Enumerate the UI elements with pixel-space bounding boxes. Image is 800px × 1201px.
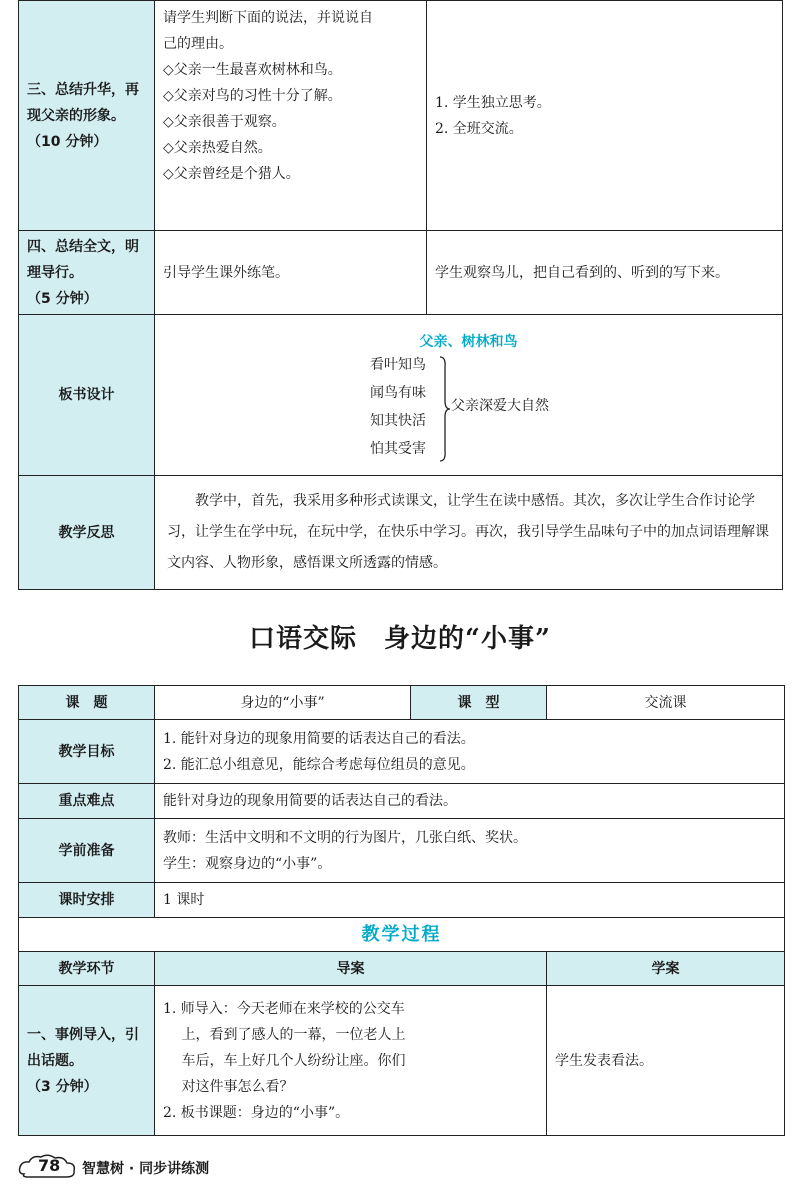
conclude-stage-label: 四、总结全文，明 理导行。 （5 分钟） [19, 231, 155, 315]
board-item: 闻鸟有味 [370, 385, 426, 401]
topic-value: 身边的“小事” [155, 686, 411, 720]
guide-line: 请学生判断下面的说法，并说说自 [163, 10, 373, 26]
guide-line: 己的理由。 [163, 36, 233, 52]
board-item: 知其快活 [370, 413, 426, 429]
row-process-title [19, 918, 785, 952]
summary-guide-cell [155, 1, 427, 231]
row-conclude [19, 231, 783, 315]
goal-label: 教学目标 [19, 720, 155, 784]
guide-line: 车后，车上好几个人纷纷让座。你们 [163, 1052, 406, 1069]
reflection-text: 教学中，首先，我采用多种形式读课文，让学生在读中感悟。其次，多次让学生合作讨论学习，让学生在学中玩，在玩中学，在快乐中学习。再次，我引导学生品味句子中的加点词语理解课文内容、人物形象，感悟课文所透露的情感。 [155, 476, 783, 590]
guide-line: ◇父亲对鸟的习性十分了解。 [163, 88, 342, 104]
reflection-label: 教学反思 [19, 476, 155, 590]
guide-line: ◇父亲很善于观察。 [163, 114, 286, 130]
col-guide-header: 导案 [155, 952, 547, 986]
page-number: 78 [38, 1156, 61, 1175]
study-line: 1. 学生独立思考。 [435, 94, 551, 111]
guide-line: ◇父亲曾经是个猎人。 [163, 166, 300, 182]
summary-study-cell [427, 1, 783, 231]
prep-cell [155, 819, 785, 883]
guide-line: ◇父亲热爱自然。 [163, 140, 272, 156]
type-value: 交流课 [547, 686, 785, 720]
page-footer [18, 1152, 318, 1182]
row-key-points [19, 784, 785, 819]
row-summary [19, 1, 783, 231]
guide-line: 2. 板书课题：身边的“小事”。 [163, 1104, 350, 1121]
brand-name: 智慧树 · 同步讲练测 [82, 1161, 210, 1177]
conclude-study-cell: 学生观察鸟儿，把自己看到的、听到的写下来。 [427, 231, 783, 315]
lesson-plan-table-continued [18, 0, 783, 590]
topic-label: 课 题 [19, 686, 155, 720]
col-study-header: 学案 [547, 952, 785, 986]
board-design-label: 板书设计 [19, 315, 155, 476]
row-topic [19, 686, 785, 720]
prep-line: 学生：观察身边的“小事”。 [163, 855, 332, 872]
type-label: 课 型 [411, 686, 547, 720]
time-value: 1 课时 [155, 883, 785, 918]
summary-stage-label: 三、总结升华，再 现父亲的形象。 （10 分钟） [19, 1, 155, 231]
guide-line: 上，看到了感人的一幕，一位老人上 [163, 1026, 406, 1043]
row-schedule [19, 883, 785, 918]
board-design-cell [155, 315, 783, 476]
guide-line: 1. 师导入：今天老师在来学校的公交车 [163, 1000, 405, 1017]
key-label: 重点难点 [19, 784, 155, 819]
row-board-design [19, 315, 783, 476]
row-step1 [19, 986, 785, 1136]
goal-line: 2. 能汇总小组意见，能综合考虑每位组员的意见。 [163, 756, 475, 773]
row-process-header [19, 952, 785, 986]
guide-line: ◇父亲一生最喜欢树林和鸟。 [163, 62, 342, 78]
board-item: 看叶知鸟 [370, 357, 426, 373]
prep-label: 学前准备 [19, 819, 155, 883]
conclude-guide-cell: 引导学生课外练笔。 [155, 231, 427, 315]
col-step-header: 教学环节 [19, 952, 155, 986]
guide-line: 对这件事怎么看？ [163, 1078, 294, 1095]
step1-label: 一、事例导入，引 出话题。 （3 分钟） [19, 986, 155, 1136]
time-label: 课时安排 [19, 883, 155, 918]
row-preparation [19, 819, 785, 883]
row-goals [19, 720, 785, 784]
board-conclusion: 父亲深爱大自然 [451, 398, 549, 414]
section-title: 口语交际 身边的“小事” [249, 624, 551, 654]
prep-line: 教师：生活中文明和不文明的行为图片，几张白纸、奖状。 [163, 829, 527, 846]
oral-communication-lesson-table [18, 685, 785, 1136]
study-line: 2. 全班交流。 [435, 120, 523, 137]
goal-cell [155, 720, 785, 784]
step1-study-cell: 学生发表看法。 [547, 986, 785, 1136]
goal-line: 1. 能针对身边的现象用简要的话表达自己的看法。 [163, 730, 475, 747]
board-title: 父亲、树林和鸟 [419, 334, 518, 350]
process-title: 教学过程 [19, 918, 785, 952]
key-value: 能针对身边的现象用简要的话表达自己的看法。 [155, 784, 785, 819]
board-item: 怕其受害 [370, 441, 426, 457]
row-reflection [19, 476, 783, 590]
step1-guide-cell [155, 986, 547, 1136]
right-brace-icon [439, 355, 451, 463]
